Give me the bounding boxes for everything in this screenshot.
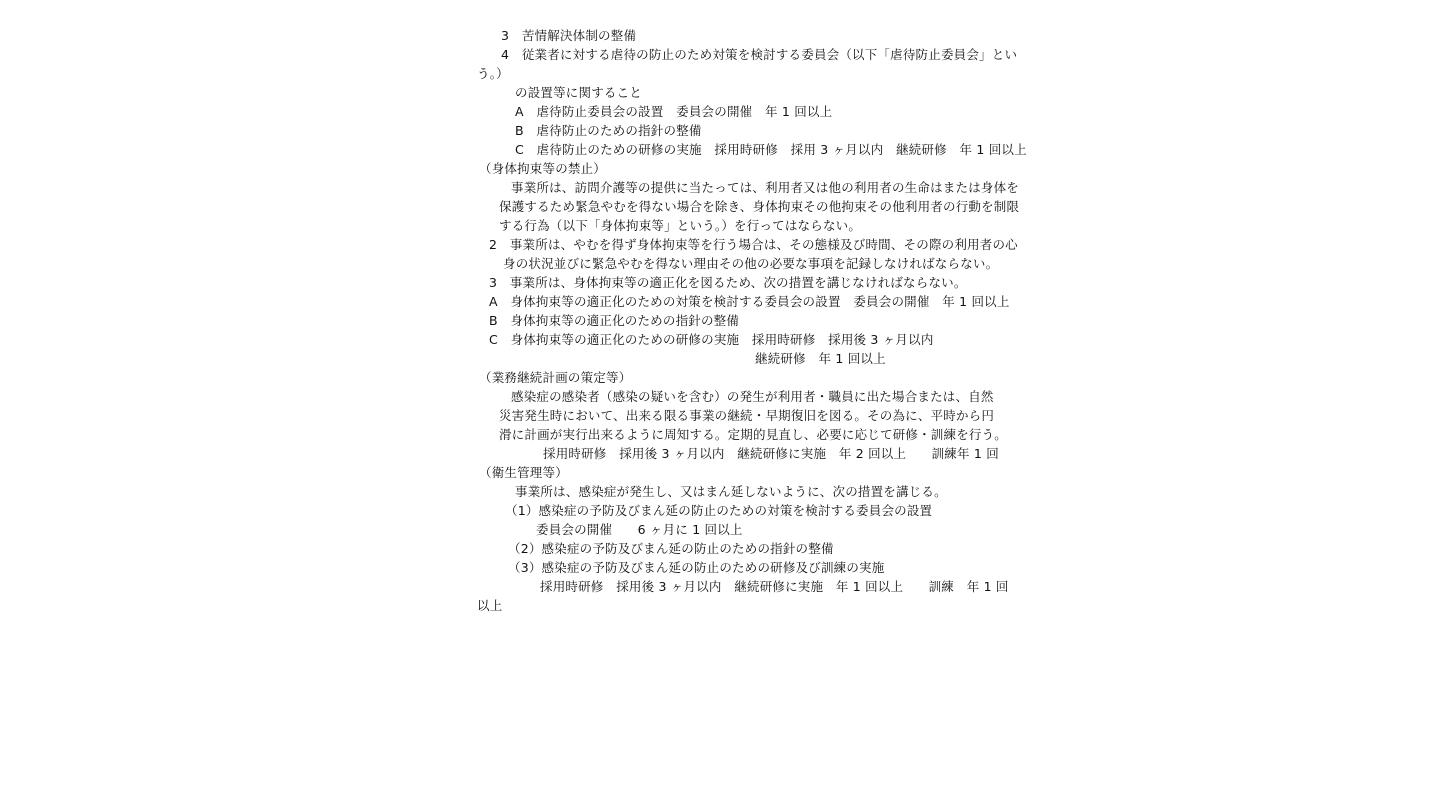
hygiene-paragraph: 事業所は、感染症が発生し、又はまん延しないように、次の措置を講じる。: [515, 484, 947, 499]
restraint-sub-item-b: B 身体拘束等の適正化のための指針の整備: [489, 313, 740, 328]
hygiene-item-3: （3）感染症の予防及びまん延の防止のための研修及び訓練の実施: [508, 560, 885, 575]
restraint-item-2-cont: 身の状況並びに緊急やむを得ない理由その他の必要な事項を記録しなければならない。: [503, 256, 999, 271]
hygiene-item-3-cont: 採用時研修 採用後 3 ヶ月以内 継続研修に実施 年 1 回以上 訓練 年 1 回: [540, 579, 1009, 594]
item-abuse-prevention-committee-cont2: の設置等に関すること: [515, 85, 643, 100]
item-abuse-prevention-committee: 4 従業者に対する虐待の防止のため対策を検討する委員会（以下「虐待防止委員会」とい: [501, 47, 1018, 62]
abuse-sub-item-b: B 虐待防止のための指針の整備: [515, 123, 702, 138]
restraint-sub-item-a: A 身体拘束等の適正化のための対策を検討する委員会の設置 委員会の開催 年 1 回以上: [489, 294, 1010, 309]
restraint-sub-item-c-cont: 継続研修 年 1 回以上: [755, 351, 886, 366]
abuse-sub-item-c: C 虐待防止のための研修の実施 採用時研修 採用 3 ヶ月以内 継続研修 年 1 回以上: [515, 142, 1027, 157]
bcp-paragraph-cont: 災害発生時において、出来る限る事業の継続・早期復旧を図る。その為に、平時から円: [499, 408, 995, 423]
bcp-paragraph: 感染症の感染者（感染の疑いを含む）の発生が利用者・職員に出た場合または、自然: [511, 389, 994, 404]
section-heading-restraint: （身体拘束等の禁止）: [479, 161, 607, 176]
restraint-paragraph-1-cont: 保護するため緊急やむを得ない場合を除き、身体拘束その他拘束その他利用者の行動を制限: [499, 199, 1020, 214]
bcp-training-line: 採用時研修 採用後 3 ヶ月以内 継続研修に実施 年 2 回以上 訓練年 1 回: [543, 446, 999, 461]
restraint-sub-item-c: C 身体拘束等の適正化のための研修の実施 採用時研修 採用後 3 ヶ月以内: [489, 332, 934, 347]
restraint-paragraph-1: 事業所は、訪問介護等の提供に当たっては、利用者又は他の利用者の生命はまたは身体を: [511, 180, 1020, 195]
abuse-sub-item-a: A 虐待防止委員会の設置 委員会の開催 年 1 回以上: [515, 104, 833, 119]
hygiene-item-1-cont: 委員会の開催 6 ヶ月に 1 回以上: [536, 522, 743, 537]
bcp-paragraph-cont2: 滑に計画が実行出来るように周知する。定期的見直し、必要に応じて研修・訓練を行う。: [499, 427, 1008, 442]
item-abuse-prevention-committee-cont: う。）: [477, 66, 509, 81]
hygiene-item-2: （2）感染症の予防及びまん延の防止のための指針の整備: [508, 541, 834, 556]
hygiene-item-3-cont2: 以上: [477, 598, 503, 613]
restraint-item-2: 2 事業所は、やむを得ず身体拘束等を行う場合は、その態様及び時間、その際の利用者の心: [489, 237, 1018, 252]
hygiene-item-1: （1）感染症の予防及びまん延の防止のための対策を検討する委員会の設置: [505, 503, 933, 518]
restraint-item-3: 3 事業所は、身体拘束等の適正化を図るため、次の措置を講じなければならない。: [489, 275, 967, 290]
item-complaint-resolution: 3 苦情解決体制の整備: [501, 28, 637, 43]
restraint-paragraph-1-cont2: する行為（以下「身体拘束等」という。）を行ってはならない。: [499, 218, 862, 233]
section-heading-hygiene: （衛生管理等）: [479, 465, 568, 480]
section-heading-bcp: （業務継続計画の策定等）: [479, 370, 632, 385]
